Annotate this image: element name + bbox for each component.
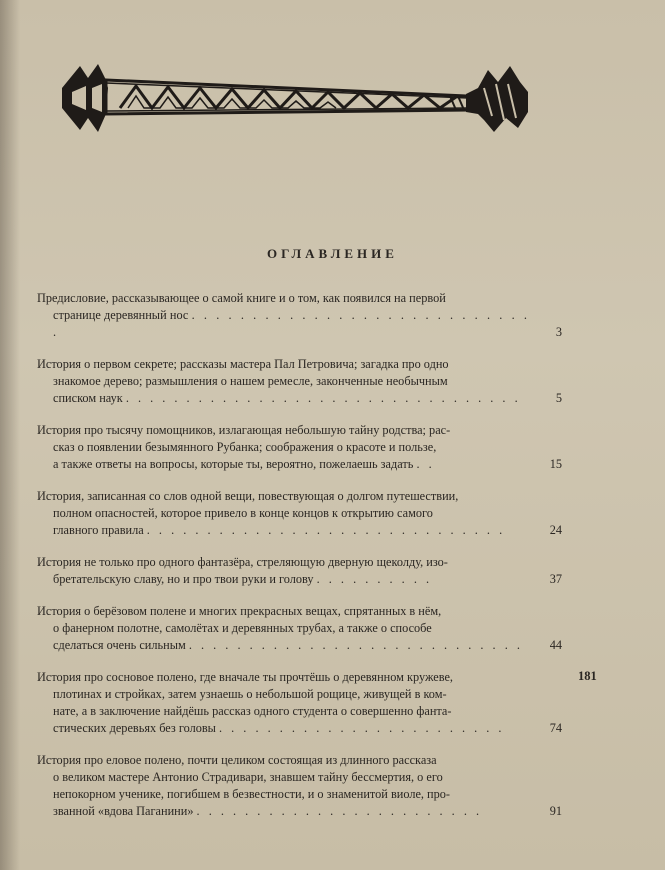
toc-entry-text xyxy=(37,603,540,654)
toc-entry-text xyxy=(37,422,540,473)
toc-entry-first-secret[interactable] xyxy=(37,356,562,407)
dot-leader: . . . . . . . . . . . . . . . . . . . . . . . . xyxy=(219,721,505,735)
toc-page-number: 91 xyxy=(549,804,562,818)
toc-entry-thousand-helpers[interactable] xyxy=(37,422,562,473)
toc-entry-line: странице деревянный нос xyxy=(53,308,189,322)
toc-entry-line: История про еловое полено, почти целиком состоящая из длинного рассказа xyxy=(37,753,437,767)
toc-page-number: 44 xyxy=(549,638,562,652)
dot-leader: . . . . . . . . . . . . . . . . . . . . . . . . xyxy=(196,804,483,818)
toc-entry-line: Предисловие, рассказывающее о самой книге и о том, как появился на первой xyxy=(37,291,446,305)
toc-entry-line: плотинах и стройках, затем узнаешь о небольшой рощице, живущей в ком- xyxy=(53,687,447,701)
toc-entry-line: История не только про одного фантазёра, стреляющую дверную щеколду, изо- xyxy=(37,555,448,569)
toc-entry-line: списком наук xyxy=(53,391,123,405)
toc-entry-preface[interactable] xyxy=(37,290,562,341)
toc-entry-line: История, записанная со слов одной вещи, повествующая о долгом путешествии, xyxy=(37,489,459,503)
toc-page-number: 74 xyxy=(549,721,562,735)
toc-entry-line: полном опасностей, которое привело в конце концов к открытию самого xyxy=(53,506,433,520)
toc-entry-journey[interactable] xyxy=(37,488,562,539)
toc-entry-line: непокорном ученике, погибшем в безвестности, и о знаменитой виоле, про- xyxy=(53,787,451,801)
toc-entry-spruce-log[interactable] xyxy=(37,752,562,820)
toc-entry-text xyxy=(37,554,540,588)
toc-entry-line: а также ответы на вопросы, которые ты, вероятно, пожелаешь задать xyxy=(53,457,414,471)
dot-leader: . . . . . . . . . . . . . . . . . . . . . . . . . . . . xyxy=(188,638,523,652)
toc-entry-line: о фанерном полотне, самолётах и деревянных трубах, а также о способе xyxy=(53,621,432,635)
toc-page-number: 15 xyxy=(549,457,562,471)
toc-entry-line: о великом мастере Антонио Страдивари, знавшем тайну бессмертия, о его xyxy=(53,770,443,784)
toc-entry-birch-log[interactable] xyxy=(37,603,562,654)
toc-entry-line: История про сосновое полено, где вначале ты прочтёшь о деревянном кружеве, xyxy=(37,670,454,684)
toc-page-number: 3 xyxy=(555,325,562,339)
toc-entry-text xyxy=(37,488,540,539)
toc-entry-dreamer[interactable] xyxy=(37,554,562,588)
toc-page-number: 5 xyxy=(555,391,562,405)
toc-page-number: 24 xyxy=(549,523,562,537)
dot-leader: . . . . . . . . . . . . . . . . . . . . . . . . . . . . . . . . . xyxy=(125,391,521,405)
toc-entry-pine-log[interactable] xyxy=(37,669,562,737)
toc-entry-line: сказ о появлении безымянного Рубанка; соображения о красоте и пользе, xyxy=(53,440,437,454)
toc-entry-text xyxy=(37,752,540,820)
carved-wooden-rod-icon xyxy=(58,58,530,138)
toc-page-number: 37 xyxy=(549,572,562,586)
dot-leader: . . . . . . . . . . . . . . . . . . . . . . . . . . . . . . xyxy=(146,523,506,537)
toc-entry-text xyxy=(37,290,540,341)
dot-leader: . . xyxy=(416,457,435,471)
page-title: ОГЛАВЛЕНИЕ xyxy=(267,246,398,261)
toc-entry-text xyxy=(37,669,540,737)
toc-entry-text xyxy=(37,356,540,407)
table-of-contents xyxy=(37,290,562,835)
page-number: 181 xyxy=(578,669,597,683)
toc-entry-line: бретательскую славу, но и про твои руки и голову xyxy=(53,572,314,586)
toc-entry-line: знакомое дерево; размышления о нашем ремесле, законченные необычным xyxy=(53,374,448,388)
toc-entry-line: званной «вдова Паганини» xyxy=(53,804,194,818)
page-gutter-shadow xyxy=(0,0,20,870)
dot-leader: . . . . . . . . . . . . . . . . . . . . . . . . . . . . . xyxy=(53,308,530,339)
toc-entry-line: главного правила xyxy=(53,523,144,537)
dot-leader: . . . . . . . . . . xyxy=(316,572,433,586)
toc-entry-line: сделаться очень сильным xyxy=(53,638,186,652)
toc-entry-line: История про тысячу помощников, излагающая небольшую тайну родства; рас- xyxy=(37,423,451,437)
toc-entry-line: История о берёзовом полене и многих прекрасных вещах, спрятанных в нём, xyxy=(37,604,442,618)
toc-entry-line: стических деревьях без головы xyxy=(53,721,216,735)
toc-entry-line: нате, а в заключение найдёшь рассказ одного студента о совершенно фанта- xyxy=(53,704,452,718)
toc-entry-line: История о первом секрете; рассказы мастера Пал Петровича; загадка про одно xyxy=(37,357,449,371)
